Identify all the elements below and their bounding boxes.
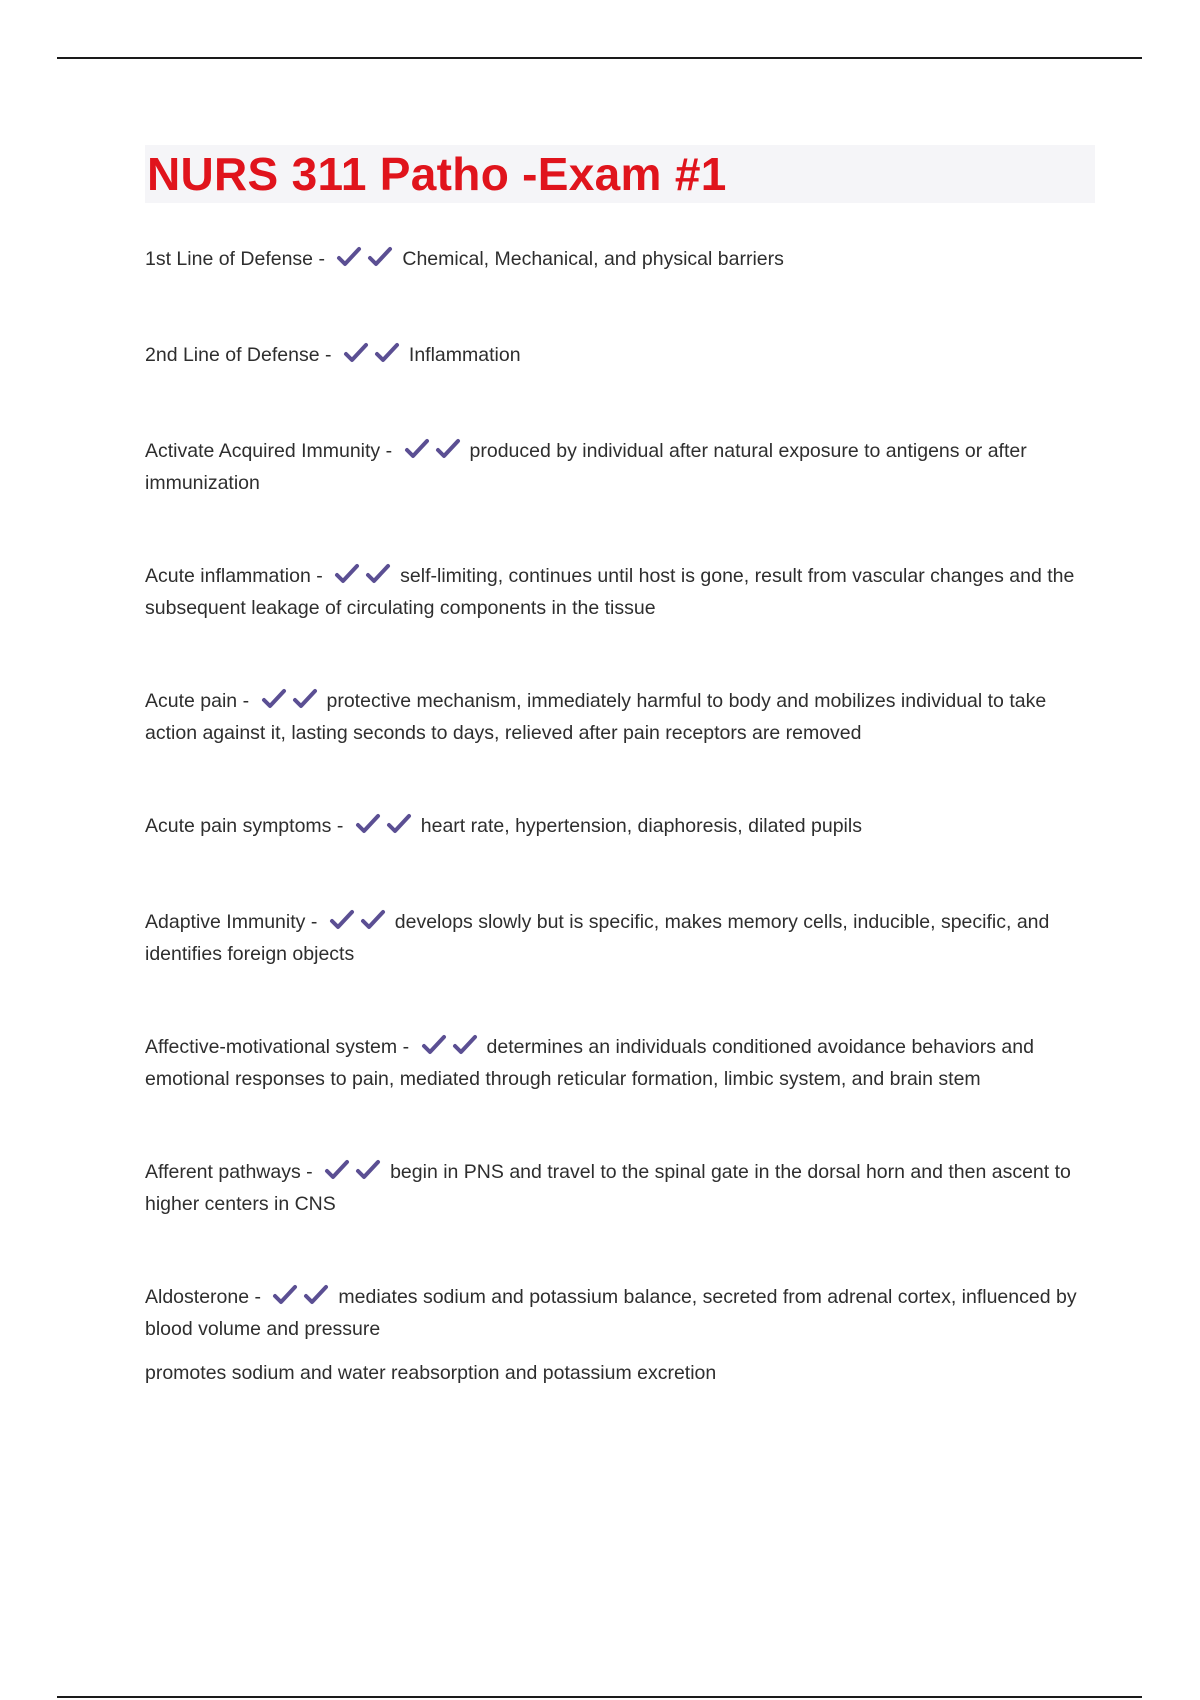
list-item: [145, 1283, 1095, 1388]
double-check-icons: [272, 1284, 334, 1315]
checkmark-icon: [272, 1284, 298, 1306]
checkmark-icon: [261, 688, 287, 710]
entry-term: Acute inflammation: [145, 565, 311, 587]
checkmark-icon: [367, 246, 393, 268]
entry-definition: begin in PNS and travel to the spinal gate in the dorsal horn and then ascent to higher centers in CNS: [145, 1161, 1071, 1215]
checkmark-icon: [374, 342, 400, 364]
entry-separator: -: [397, 1036, 415, 1058]
list-item: [145, 437, 1095, 498]
entry-separator: -: [249, 1286, 267, 1308]
double-check-icons: [329, 909, 391, 940]
entry-term: 1st Line of Defense: [145, 248, 314, 270]
top-rule: [57, 57, 1142, 59]
checkmark-icon: [452, 1034, 478, 1056]
list-item: [145, 812, 1095, 844]
page-title: NURS 311 Patho -Exam #1: [147, 148, 727, 200]
list-item: [145, 687, 1095, 748]
entry-term: Acute pain symptoms: [145, 815, 332, 837]
entry-term: 2nd Line of Defense: [145, 344, 320, 366]
checkmark-icon: [336, 246, 362, 268]
checkmark-icon: [292, 688, 318, 710]
entry-definition: develops slowly but is specific, makes memory cells, inducible, specific, and identifies foreign objects: [145, 911, 1050, 965]
entry-separator: -: [305, 911, 323, 933]
entry-term: Acute pain: [145, 690, 238, 712]
list-item: [145, 245, 1095, 277]
double-check-icons: [404, 438, 466, 469]
entry-term: Activate Acquired Immunity: [145, 440, 381, 462]
document-body: [145, 145, 1095, 1452]
entry-definition: Inflammation: [408, 344, 521, 366]
list-item: [145, 1033, 1095, 1094]
title-band: [145, 145, 1095, 203]
entry-term: Adaptive Immunity: [145, 911, 306, 933]
entry-continuation: promotes sodium and water reabsorption and potassium excretion: [145, 1362, 717, 1384]
entry-separator: -: [319, 344, 337, 366]
double-check-icons: [355, 813, 417, 844]
entry-definition: mediates sodium and potassium balance, secreted from adrenal cortex, influenced by blood volume and pressure: [145, 1286, 1077, 1340]
double-check-icons: [343, 342, 405, 373]
checkmark-icon: [355, 1159, 381, 1181]
entry-term: Afferent pathways: [145, 1161, 301, 1183]
checkmark-icon: [365, 563, 391, 585]
entry-term: Affective-motivational system: [145, 1036, 398, 1058]
list-item: [145, 562, 1095, 623]
entry-definition: heart rate, hypertension, diaphoresis, dilated pupils: [420, 815, 862, 837]
checkmark-icon: [303, 1284, 329, 1306]
double-check-icons: [261, 688, 323, 719]
entry-separator: -: [331, 815, 349, 837]
double-check-icons: [334, 563, 396, 594]
bottom-rule: [57, 1696, 1142, 1698]
entry-term: Aldosterone: [145, 1286, 250, 1308]
entry-separator: -: [237, 690, 255, 712]
double-check-icons: [336, 246, 398, 277]
checkmark-icon: [355, 813, 381, 835]
checkmark-icon: [324, 1159, 350, 1181]
entry-definition: determines an individuals conditioned avoidance behaviors and emotional responses to pain, mediated through reticular formation, limbic system, and brain stem: [145, 1036, 1034, 1090]
entry-definition: Chemical, Mechanical, and physical barriers: [402, 248, 784, 270]
checkmark-icon: [421, 1034, 447, 1056]
list-item: [145, 908, 1095, 969]
double-check-icons: [324, 1159, 386, 1190]
entries-list: [145, 245, 1095, 1388]
checkmark-icon: [334, 563, 360, 585]
list-item: [145, 1158, 1095, 1219]
double-check-icons: [421, 1034, 483, 1065]
entry-separator: -: [380, 440, 398, 462]
entry-separator: -: [310, 565, 329, 587]
entry-definition: produced by individual after natural exposure to antigens or after immunization: [145, 440, 1027, 494]
entry-separator: -: [313, 248, 331, 270]
checkmark-icon: [386, 813, 412, 835]
checkmark-icon: [360, 909, 386, 931]
entry-separator: -: [300, 1161, 319, 1183]
checkmark-icon: [329, 909, 355, 931]
checkmark-icon: [343, 342, 369, 364]
entry-definition: self-limiting, continues until host is gone, result from vascular changes and the subsequent leakage of circulating components in the tissue: [145, 565, 1075, 619]
list-item: [145, 341, 1095, 373]
checkmark-icon: [404, 438, 430, 460]
checkmark-icon: [435, 438, 461, 460]
entry-definition: protective mechanism, immediately harmful to body and mobilizes individual to take action against it, lasting seconds to days, relieved after pain receptors are removed: [145, 690, 1047, 744]
